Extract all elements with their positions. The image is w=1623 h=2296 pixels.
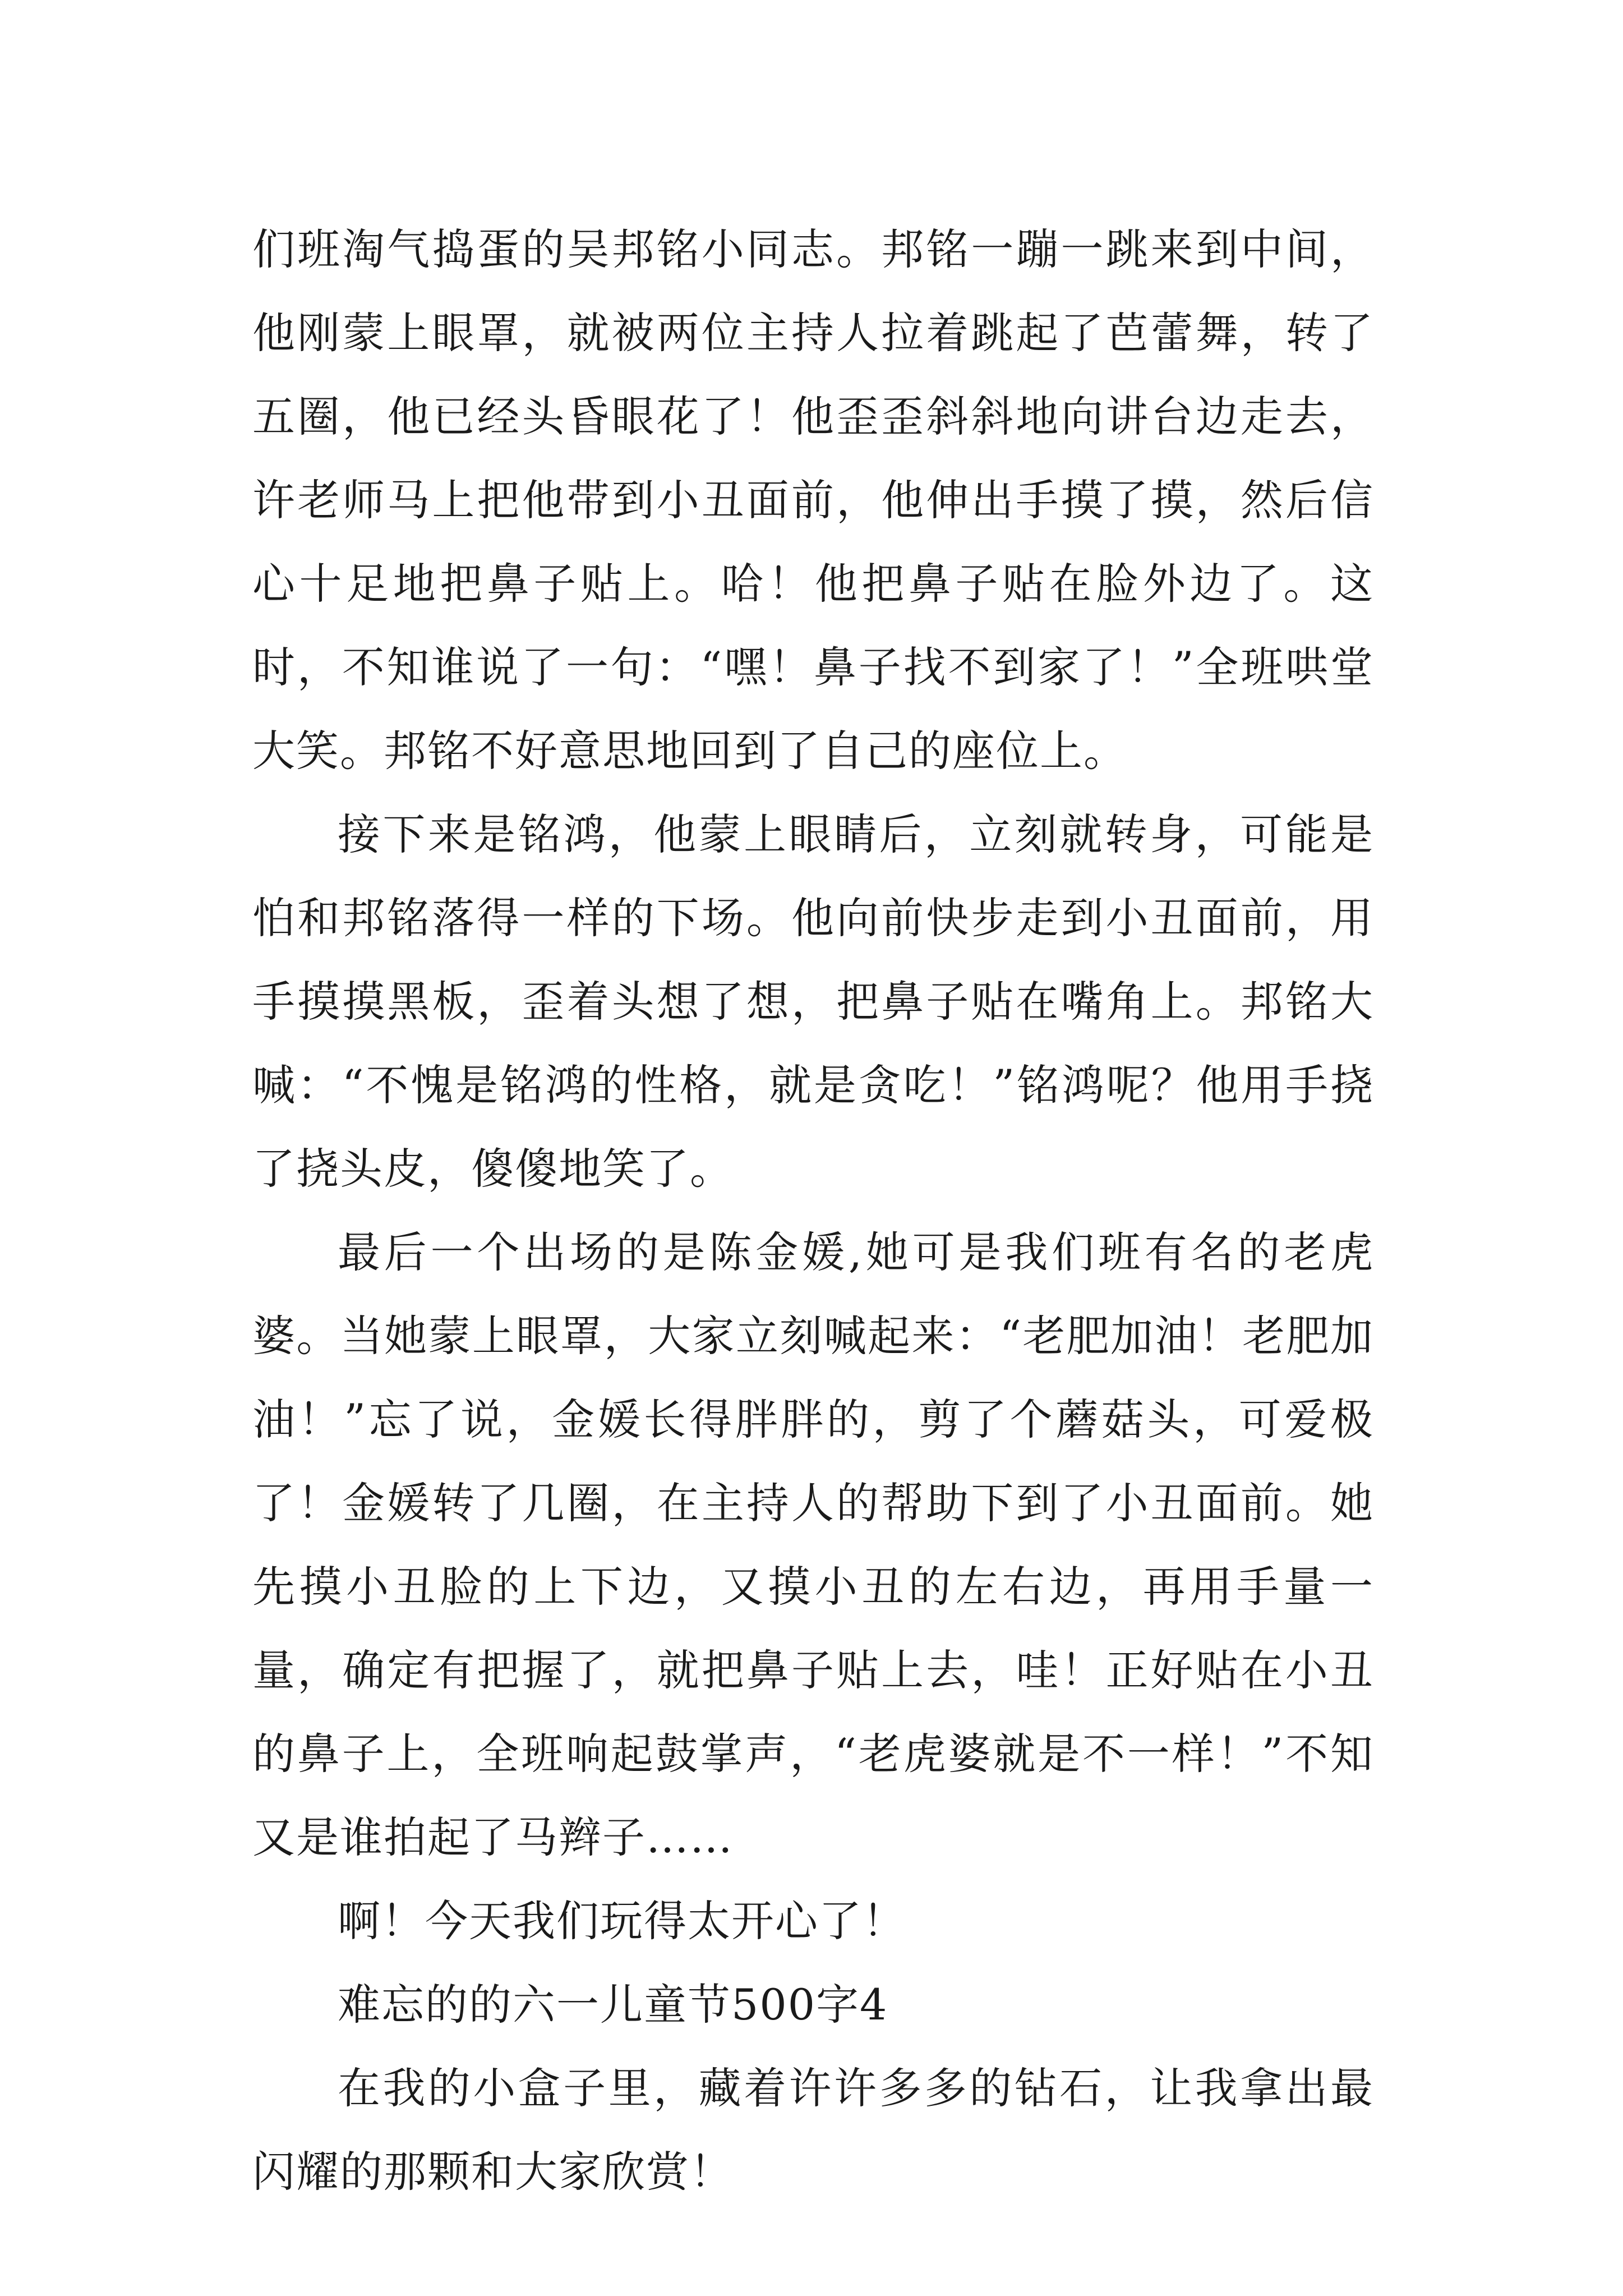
paragraph-jinYuan: 最后一个出场的是陈金媛,她可是我们班有名的老虎婆。当她蒙上眼罩，大家立刻喊起来：“老肥加油！老肥加油！”忘了说，金媛长得胖胖的，剪了个蘑菇头，可爱极了！金媛转了几圈，在主持人的帮助下到了小丑面前。她先摸小丑脸的上下边，又摸小丑的左右边，再用手量一量，确定有把握了，就把鼻子贴上去，哇！正好贴在小丑的鼻子上，全班响起鼓掌声，“老虎婆就是不一样！”不知又是谁拍起了马辫子…… [252, 1227, 1374, 1862]
paragraph-conclusion: 啊！今天我们玩得太开心了！ [338, 1896, 906, 1946]
paragraph-opening: 在我的小盒子里，藏着许许多多的钻石，让我拿出最闪耀的那颗和大家欣赏！ [252, 2063, 1374, 2197]
paragraph-mingHong: 接下来是铭鸿，他蒙上眼睛后，立刻就转身，可能是怕和邦铭落得一样的下场。他向前快步走到小丑面前，用手摸摸黑板，歪着头想了想，把鼻子贴在嘴角上。邦铭大喊：“不愧是铭鸿的性格，就是贪吃！”铭鸿呢？他用手挠了挠头皮，傻傻地笑了。 [252, 809, 1374, 1194]
paragraph-continuation: 们班淘气捣蛋的吴邦铭小同志。邦铭一蹦一跳来到中间，他刚蒙上眼罩，就被两位主持人拉着跳起了芭蕾舞，转了五圈，他已经头昏眼花了！他歪歪斜斜地向讲台边走去，许老师马上把他带到小丑面前，他伸出手摸了摸，然后信心十足地把鼻子贴上。哈！他把鼻子贴在脸外边了。这时，不知谁说了一句：“嘿！鼻子找不到家了！”全班哄堂大笑。邦铭不好意思地回到了自己的座位上。 [252, 224, 1374, 776]
document-body [252, 208, 1374, 2214]
section-heading: 难忘的的六一儿童节500字4 [338, 1980, 888, 2030]
